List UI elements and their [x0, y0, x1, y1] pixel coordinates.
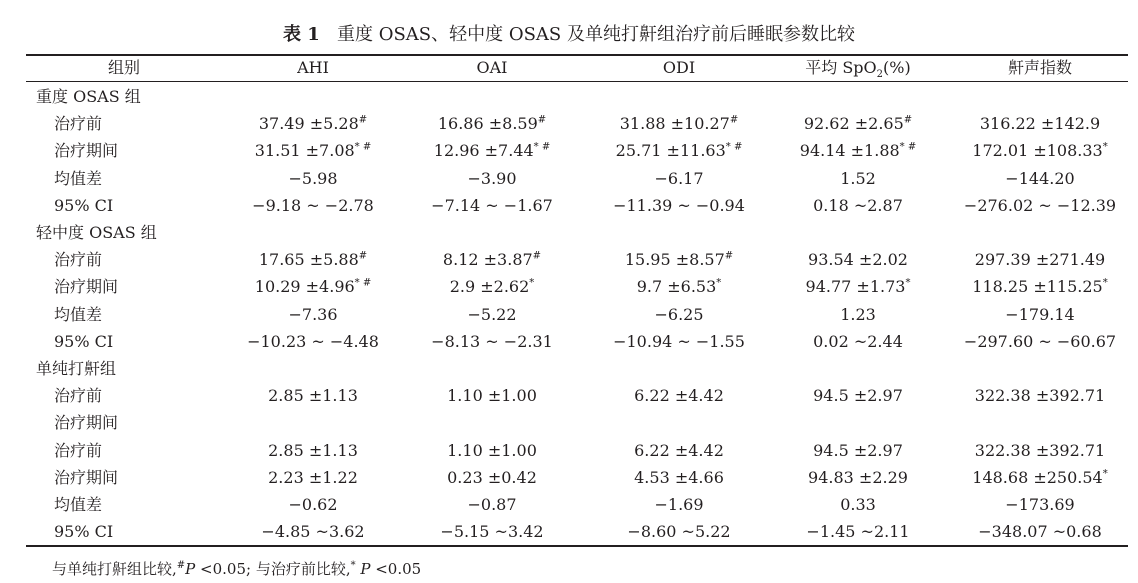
table-cell [1005, 495, 1074, 515]
row-label: 治疗前 [54, 114, 103, 134]
row-label: 95% CI [54, 331, 114, 351]
cell-value: 118.25 ±115.25 [972, 277, 1103, 297]
table-cell [634, 468, 724, 488]
cell-value: −5.22 [467, 304, 517, 324]
cell-significance-mark: # [537, 114, 547, 126]
footnote-mark-hash: # [176, 560, 186, 571]
cell-significance-mark: * # [725, 142, 743, 154]
table-cell [975, 250, 1105, 270]
cell-value: 31.51 ±7.08 [254, 141, 355, 161]
cell-value: 10.29 ±4.96 [254, 277, 355, 297]
cell-value: 94.14 ±1.88 [799, 141, 900, 161]
header-spo2 [805, 58, 911, 81]
cell-value: −7.14 ~ −1.67 [431, 195, 553, 215]
header-group: 组别 [107, 58, 141, 77]
cell-significance-mark: # [729, 114, 739, 126]
cell-value: −348.07 ~0.68 [978, 522, 1102, 542]
bottom-rule [26, 545, 1128, 547]
cell-significance-mark: * [905, 278, 911, 290]
cell-value: −0.62 [288, 495, 338, 514]
cell-value: −6.25 [654, 304, 704, 324]
table-cell [434, 141, 550, 161]
cell-value: 1.10 ±1.00 [447, 440, 537, 460]
cell-value: 92.62 ±2.65 [803, 114, 904, 134]
cell-value: −6.17 [654, 168, 704, 188]
cell-significance-mark: # [358, 114, 368, 126]
cell-significance-mark: * [1102, 278, 1108, 290]
cell-value: −10.23 ~ −4.48 [247, 331, 379, 351]
table-cell [813, 196, 903, 216]
table-cell [840, 495, 876, 515]
table-cell [813, 441, 903, 461]
footnote-p-1: P [185, 560, 196, 578]
cell-value: 16.86 ±8.59 [437, 114, 538, 134]
table-cell [268, 441, 358, 461]
table-cell [259, 114, 367, 134]
cell-value: 8.12 ±3.87 [442, 250, 533, 270]
row-label: 治疗前 [54, 440, 103, 460]
table-cell [654, 495, 703, 515]
table-title: 重度 OSAS、轻中度 OSAS 及单纯打鼾组治疗前后睡眠参数比较 [336, 24, 855, 45]
row-label: 治疗期间 [54, 141, 119, 161]
header-odi: ODI [662, 58, 696, 77]
cell-value: 31.88 ±10.27 [619, 114, 730, 134]
cell-value: 17.65 ±5.88 [258, 250, 359, 270]
header-oai: OAI [476, 58, 508, 77]
table-cell [634, 441, 724, 461]
cell-value: −144.20 [1005, 168, 1075, 188]
cell-value: 2.85 ±1.13 [268, 440, 358, 460]
cell-value: 2.23 ±1.22 [268, 467, 358, 487]
table-cell [975, 441, 1105, 461]
table-cell [431, 196, 553, 216]
footnote-p-2: P [355, 560, 371, 578]
cell-value: −179.14 [1005, 304, 1075, 324]
cell-significance-mark: * [716, 278, 722, 290]
cell-value: −10.94 ~ −1.55 [613, 331, 745, 351]
table-cell [1005, 305, 1074, 325]
table-cell [654, 305, 703, 325]
cell-significance-mark: * # [354, 142, 372, 154]
cell-significance-mark: # [903, 114, 913, 126]
cell-value: 94.5 ±2.97 [813, 440, 903, 460]
cell-value: −8.60 ~5.22 [627, 522, 731, 542]
group-label: 重度 OSAS 组 [36, 87, 141, 106]
table-cell [813, 386, 903, 406]
header-spo2-text: 平均 SpO [805, 58, 877, 77]
table-cell [813, 332, 903, 352]
cell-value: −5.98 [288, 168, 338, 188]
footnote [52, 558, 421, 579]
cell-value: −8.13 ~ −2.31 [431, 331, 553, 351]
cell-value: 9.7 ±6.53 [636, 277, 717, 297]
table-cell [255, 141, 371, 161]
cell-value: 297.39 ±271.49 [974, 250, 1106, 270]
table-cell [268, 386, 358, 406]
cell-value: 15.95 ±8.57 [624, 250, 725, 270]
cell-significance-mark: # [358, 250, 368, 262]
table-cell [447, 441, 537, 461]
cell-value: 6.22 ±4.42 [634, 440, 724, 460]
cell-value: −7.36 [288, 304, 338, 324]
cell-value: 93.54 ±2.02 [808, 250, 908, 270]
cell-value: −297.60 ~ −60.67 [963, 331, 1117, 351]
table-cell [806, 522, 909, 542]
table-cell [447, 468, 537, 488]
row-label: 95% CI [54, 522, 114, 542]
table-cell [613, 196, 745, 216]
cell-value: −11.39 ~ −0.94 [613, 195, 745, 215]
table-cell [620, 114, 739, 134]
row-label: 均值差 [54, 168, 103, 188]
footnote-text-3: <0.05 [370, 560, 422, 578]
table-label: 表 1 [283, 24, 320, 45]
cell-value: 316.22 ±142.9 [979, 114, 1101, 134]
cell-value: 1.23 [840, 304, 876, 324]
group-label: 轻中度 OSAS 组 [36, 223, 157, 242]
cell-value: 6.22 ±4.42 [634, 386, 724, 406]
cell-value: −173.69 [1005, 495, 1075, 514]
cell-value: 94.5 ±2.97 [813, 386, 903, 406]
table-cell [467, 305, 516, 325]
cell-value: −9.18 ~ −2.78 [252, 195, 374, 215]
table-cell [975, 386, 1105, 406]
table-cell [450, 277, 535, 297]
footnote-mark-star: * [350, 560, 356, 571]
table-cell [255, 277, 371, 297]
table-cell [634, 386, 724, 406]
header-snore-index: 鼾声指数 [1007, 58, 1073, 77]
table-cell [259, 250, 367, 270]
row-label: 治疗期间 [54, 277, 119, 297]
table-cell [972, 141, 1107, 161]
table-cell [627, 522, 730, 542]
table-cell [247, 332, 379, 352]
table-cell [288, 495, 337, 515]
table-cell [964, 332, 1116, 352]
header-spo2-unit: (%) [883, 58, 911, 77]
row-label: 95% CI [54, 195, 114, 215]
cell-significance-mark: * [1102, 142, 1108, 154]
row-label: 治疗前 [54, 250, 103, 270]
cell-value: 94.83 ±2.29 [808, 467, 908, 487]
cell-value: 148.68 ±250.54 [972, 467, 1103, 487]
cell-significance-mark: # [532, 250, 542, 262]
row-label: 治疗期间 [54, 467, 119, 487]
cell-value: 1.10 ±1.00 [447, 386, 537, 406]
table-cell [964, 196, 1116, 216]
row-label: 治疗前 [54, 386, 103, 406]
table-cell [806, 277, 911, 297]
group-label: 单纯打鼾组 [36, 359, 117, 378]
cell-value: 0.02 ~2.44 [813, 331, 903, 351]
header-rule [26, 81, 1128, 82]
table-cell [443, 250, 541, 270]
cell-value: 4.53 ±4.66 [634, 467, 724, 487]
cell-significance-mark: * [529, 278, 535, 290]
table-cell [840, 305, 876, 325]
cell-value: −3.90 [467, 168, 517, 188]
table-cell [972, 468, 1107, 488]
row-label: 均值差 [54, 304, 103, 324]
cell-significance-mark: * # [533, 142, 551, 154]
table-cell [613, 332, 745, 352]
footnote-text-1: 与单纯打鼾组比较, [52, 560, 177, 578]
table-cell [654, 169, 703, 189]
cell-significance-mark: * [1102, 468, 1108, 480]
cell-value: −4.85 ~3.62 [261, 522, 365, 542]
table-caption [0, 20, 1138, 46]
table-cell [625, 250, 733, 270]
cell-value: 2.9 ±2.62 [449, 277, 530, 297]
cell-value: 1.52 [840, 168, 876, 188]
cell-significance-mark: # [724, 250, 734, 262]
table-cell [447, 386, 537, 406]
table-cell [980, 114, 1100, 134]
table-cell [467, 495, 516, 515]
table-cell [288, 305, 337, 325]
row-label: 均值差 [54, 495, 103, 514]
top-rule [26, 54, 1128, 56]
table-cell [978, 522, 1102, 542]
cell-value: −1.69 [654, 495, 704, 514]
cell-value: −5.15 ~3.42 [440, 522, 544, 542]
cell-value: 0.23 ±0.42 [447, 467, 537, 487]
cell-value: 0.33 [840, 495, 876, 514]
table-cell [288, 169, 337, 189]
table-cell [252, 196, 374, 216]
table-cell [431, 332, 553, 352]
header-ahi: AHI [297, 58, 329, 77]
table-cell [261, 522, 364, 542]
footnote-text-2: <0.05; 与治疗前比较, [195, 560, 351, 578]
table-cell [1005, 169, 1074, 189]
cell-value: 322.38 ±392.71 [974, 440, 1106, 460]
cell-value: 322.38 ±392.71 [974, 386, 1106, 406]
cell-value: −1.45 ~2.11 [806, 522, 910, 542]
table-cell [804, 114, 912, 134]
cell-value: −276.02 ~ −12.39 [963, 195, 1117, 215]
table-cell [840, 169, 876, 189]
cell-value: 25.71 ±11.63 [615, 141, 726, 161]
table-cell [438, 114, 546, 134]
table-cell [972, 277, 1107, 297]
table-cell [808, 250, 908, 270]
cell-value: 2.85 ±1.13 [268, 386, 358, 406]
table-cell [268, 468, 358, 488]
table-cell [637, 277, 722, 297]
table-cell [467, 169, 516, 189]
table-cell [800, 141, 916, 161]
cell-value: 37.49 ±5.28 [258, 114, 359, 134]
header-spo2-subscript: 2 [876, 69, 884, 81]
cell-value: 0.18 ~2.87 [813, 195, 903, 215]
cell-value: 12.96 ±7.44 [433, 141, 534, 161]
table-cell [440, 522, 543, 542]
table-cell [616, 141, 743, 161]
cell-significance-mark: * # [354, 278, 372, 290]
cell-value: 94.77 ±1.73 [805, 277, 906, 297]
row-label: 治疗期间 [54, 413, 119, 433]
cell-value: −0.87 [467, 495, 517, 514]
cell-significance-mark: * # [899, 142, 917, 154]
table-cell [808, 468, 908, 488]
cell-value: 172.01 ±108.33 [972, 141, 1103, 161]
